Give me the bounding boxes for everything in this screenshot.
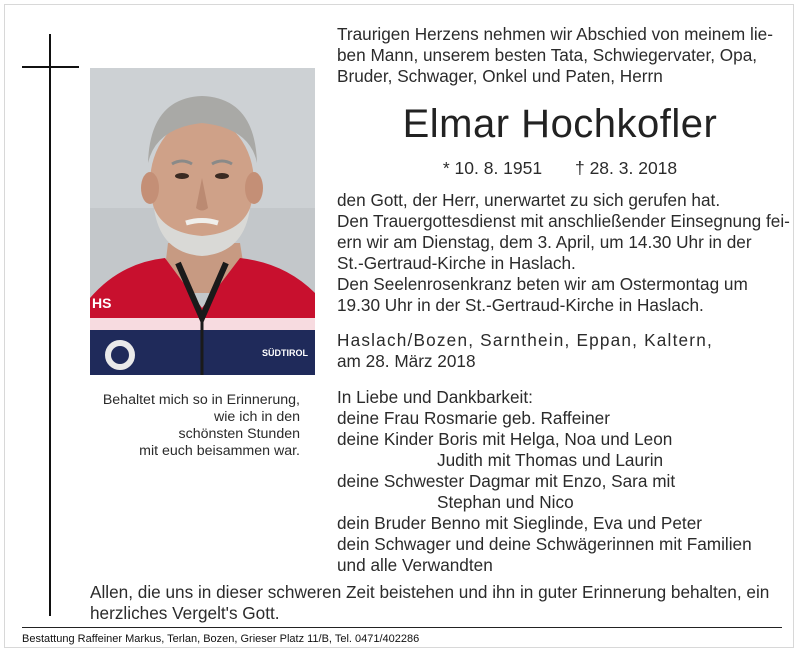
ceremony-line: St.-Gertraud-Kirche in Haslach. [337,253,576,273]
family-line: dein Schwager und deine Schwägerinnen mit Familien [337,534,752,554]
ceremony-line: 19.30 Uhr in der St.-Gertraud-Kirche in Haslach. [337,295,704,315]
thanks-line: herzliches Vergelt's Gott. [90,603,280,623]
place-line: Haslach/Bozen, Sarnthein, Eppan, Kaltern, [337,330,713,350]
family-line: deine Frau Rosmarie geb. Raffeiner [337,408,610,428]
ceremony-line: den Gott, der Herr, unerwartet zu sich gerufen hat. [337,190,721,210]
ceremony-line: ern wir am Dienstag, dem 3. April, um 14.30 Uhr in der [337,232,752,252]
intro-text [337,24,783,87]
jacket-text-left: HS [92,295,112,311]
motto-line: wie ich in den [214,409,300,425]
funeral-home-footer: Bestattung Raffeiner Markus, Terlan, Bozen, Grieser Platz 11/B, Tel. 0471/402286 [22,633,420,645]
cross-icon [49,34,51,616]
deceased-name: Elmar Hochkofler [402,102,718,146]
family-line: deine Kinder Boris mit Helga, Noa und Leon [337,429,673,449]
cross-icon-bar [22,66,79,68]
family-line: Judith mit Thomas und Laurin [437,450,664,470]
death-date: † 28. 3. 2018 [574,158,678,178]
ceremony-line: Den Trauergottesdienst mit anschließender Einsegnung fei- [337,211,790,231]
life-dates [337,157,783,179]
jacket-text-right: SÜDTIROL [262,348,308,358]
family-line: deine Schwester Dagmar mit Enzo, Sara mit [337,471,676,491]
intro-line: ben Mann, unserem besten Tata, Schwiegervater, Opa, [337,45,758,65]
family-heading: In Liebe und Dankbarkeit: [337,387,533,407]
birth-date: * 10. 8. 1951 [442,158,543,178]
intro-line: Bruder, Schwager, Onkel und Paten, Herrn [337,66,663,86]
family-line: dein Bruder Benno mit Sieglinde, Eva und Peter [337,513,702,533]
thanks-text [90,582,790,624]
thanks-line: Allen, die uns in dieser schweren Zeit beistehen und ihn in guter Erinnerung behalten, ein [90,582,770,602]
motto [90,392,300,460]
intro-line: Traurigen Herzens nehmen wir Abschied von meinem lie- [337,24,773,44]
motto-line: schönsten Stunden [178,426,300,442]
date-line: am 28. März 2018 [337,351,476,371]
footer-divider [22,627,782,628]
motto-line: Behaltet mich so in Erinnerung, [102,392,300,408]
mourners-list [337,387,783,576]
ceremony-text [337,190,790,316]
motto-line: mit euch beisammen war. [139,443,300,459]
ceremony-line: Den Seelenrosenkranz beten wir am Ostermontag um [337,274,748,294]
family-line: und alle Verwandten [337,555,493,575]
portrait-photo [90,68,315,375]
place-and-date [337,330,783,372]
family-line: Stephan und Nico [437,492,574,512]
